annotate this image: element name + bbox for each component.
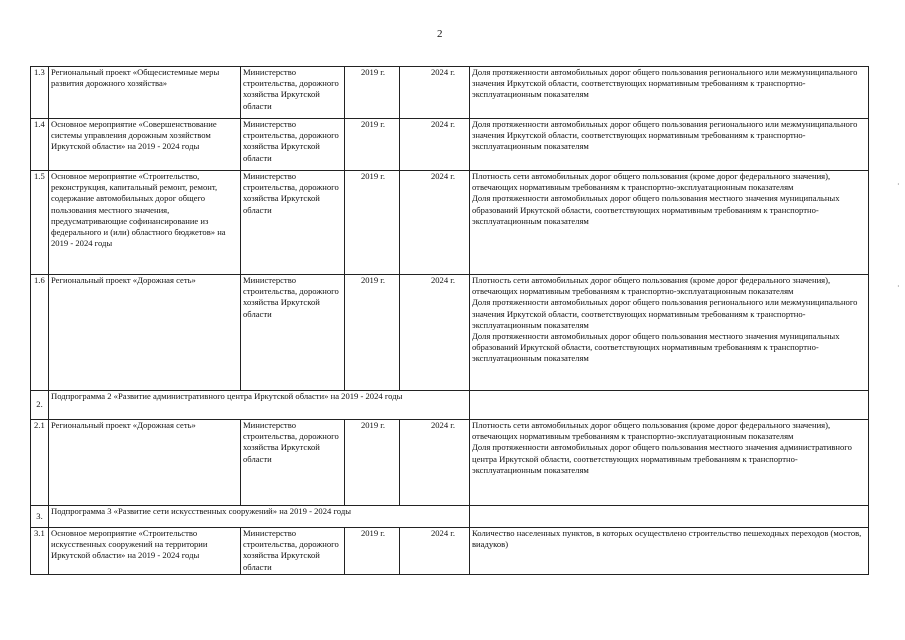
- activity-name: Региональный проект «Дорожная сеть»: [49, 420, 241, 506]
- indicators: Плотность сети автомобильных дорог общего пользования (кроме дорог федерального значения), отвечающих нормативным требованиям к транспортно-эксплуатационным показателям Доля протяженности автомобильных дорог общего пользования местного значения административного центра Иркутской области, соответствующих нормативным требованиям к транспортно-эксплуатационным показателям: [470, 420, 869, 506]
- activity-name: Основное мероприятие «Совершенствование системы управления дорожным хозяйством Иркутской области» на 2019 - 2024 годы: [49, 119, 241, 171]
- page-number: 2: [437, 28, 443, 40]
- row-number: 3.: [31, 506, 49, 528]
- activity-name: Основное мероприятие «Строительство, реконструкция, капитальный ремонт, ремонт, содержание автомобильных дорог общего пользования местного значения, предусматривающие софинансирование из федерального и (или) областного бюджетов» на 2019 - 2024 годы: [49, 171, 241, 275]
- subprogram-title: Подпрограмма 3 «Развитие сети искусственных сооружений» на 2019 - 2024 годы: [49, 506, 470, 528]
- margin-mark: ·: [897, 282, 900, 291]
- activity-name: Региональный проект «Дорожная сеть»: [49, 275, 241, 391]
- indicators: Плотность сети автомобильных дорог общего пользования (кроме дорог федерального значения), отвечающих нормативным требованиям к транспортно-эксплуатационным показателям Доля протяженности автомобильных дорог общего пользования местного значения муниципальных образований Иркутской области, соответствующих нормативным требованиям к транспортно-эксплуатационным показателям: [470, 171, 869, 275]
- row-number: 3.1: [31, 528, 49, 575]
- start-year: 2019 г.: [345, 420, 400, 506]
- executor: Министерство строительства, дорожного хозяйства Иркутской области: [241, 528, 345, 575]
- start-year: 2019 г.: [345, 119, 400, 171]
- end-year: 2024 г.: [400, 171, 470, 275]
- start-year: 2019 г.: [345, 171, 400, 275]
- start-year: 2019 г.: [345, 528, 400, 575]
- end-year: 2024 г.: [400, 119, 470, 171]
- margin-mark: ·: [897, 180, 900, 189]
- executor: Министерство строительства, дорожного хозяйства Иркутской области: [241, 171, 345, 275]
- table-row: [31, 67, 869, 119]
- indicators: Доля протяженности автомобильных дорог общего пользования регионального или межмуниципального значения Иркутской области, соответствующих нормативным требованиям к транспортно-эксплуатационным показателям: [470, 67, 869, 119]
- table-row: [31, 171, 869, 275]
- row-number: 1.5: [31, 171, 49, 275]
- end-year: 2024 г.: [400, 528, 470, 575]
- activity-name: Региональный проект «Общесистемные меры развития дорожного хозяйства»: [49, 67, 241, 119]
- empty-cell: [470, 391, 869, 420]
- table-row: [31, 119, 869, 171]
- indicators: Доля протяженности автомобильных дорог общего пользования регионального или межмуниципального значения Иркутской области, соответствующих нормативным требованиям к транспортно-эксплуатационным показателям: [470, 119, 869, 171]
- end-year: 2024 г.: [400, 275, 470, 391]
- table-row: [31, 528, 869, 575]
- end-year: 2024 г.: [400, 420, 470, 506]
- row-number: 2.: [31, 391, 49, 420]
- row-number: 1.6: [31, 275, 49, 391]
- subprogram-row: [31, 506, 869, 528]
- table-row: [31, 275, 869, 391]
- table-body: [31, 67, 869, 575]
- subprogram-row: [31, 391, 869, 420]
- table-row: [31, 420, 869, 506]
- executor: Министерство строительства, дорожного хозяйства Иркутской области: [241, 119, 345, 171]
- subprogram-title: Подпрограмма 2 «Развитие административного центра Иркутской области» на 2019 - 2024 годы: [49, 391, 470, 420]
- executor: Министерство строительства, дорожного хозяйства Иркутской области: [241, 67, 345, 119]
- activity-name: Основное мероприятие «Строительство искусственных сооружений на территории Иркутской области» на 2019 - 2024 годы: [49, 528, 241, 575]
- start-year: 2019 г.: [345, 275, 400, 391]
- indicators: Плотность сети автомобильных дорог общего пользования (кроме дорог федерального значения), отвечающих нормативным требованиям к транспортно-эксплуатационным показателям Доля протяженности автомобильных дорог общего пользования регионального или межмуниципального значения Иркутской области, соответствующих нормативным требованиям к транспортно-эксплуатационным показателям Доля протяженности автомобильных дорог общего пользования местного значения муниципальных образований Иркутской области, соответствующих нормативным требованиям к транспортно-эксплуатационным показателям: [470, 275, 869, 391]
- indicators: Количество населенных пунктов, в которых осуществлено строительство пешеходных переходов (мостов, виадуков): [470, 528, 869, 575]
- row-number: 1.4: [31, 119, 49, 171]
- empty-cell: [470, 506, 869, 528]
- executor: Министерство строительства, дорожного хозяйства Иркутской области: [241, 420, 345, 506]
- row-number: 2.1: [31, 420, 49, 506]
- program-table: [30, 66, 869, 575]
- row-number: 1.3: [31, 67, 49, 119]
- start-year: 2019 г.: [345, 67, 400, 119]
- end-year: 2024 г.: [400, 67, 470, 119]
- executor: Министерство строительства, дорожного хозяйства Иркутской области: [241, 275, 345, 391]
